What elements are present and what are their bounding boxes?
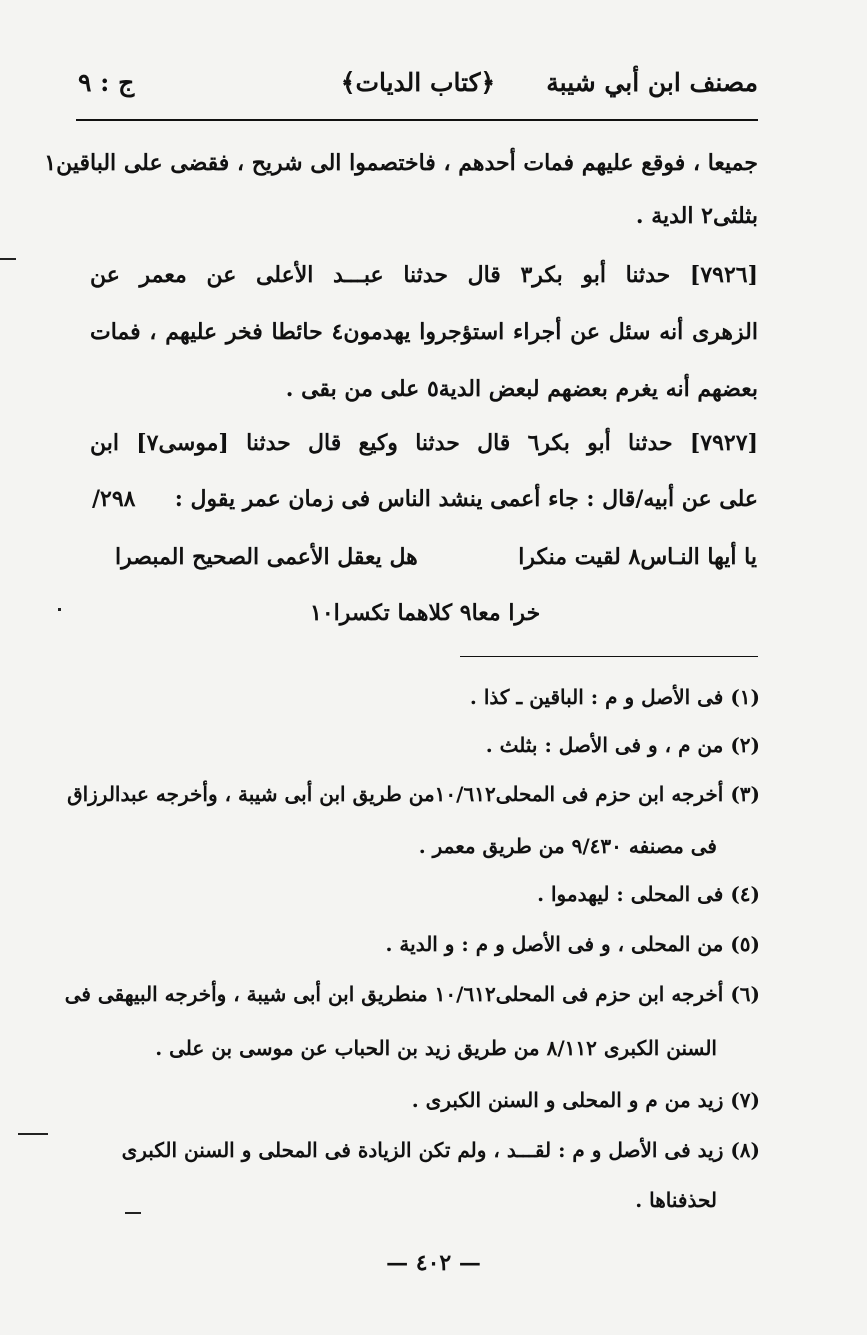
footnote-continuation: لحذفناها . (635, 1188, 717, 1212)
footnote-continuation: فى مصنفه ٩/٤٣٠ من طريق معمر . (418, 834, 717, 858)
page-number: — ٤٠٢ — (386, 1250, 481, 1276)
margin-reference: ٢٩٨/ (92, 486, 136, 512)
body-line: بعضهم أنه يغرم بعضهم لبعض الدية٥ على من بقى . (285, 376, 758, 402)
footnote: (٧) زيد من م و المحلى و السنن الكبرى . (411, 1088, 760, 1112)
header-rule (76, 119, 758, 121)
hadith-7926-line: [٧٩٢٦] حدثنا أبو بكر٣ قال حدثنا عبـــد الأعلى عن معمر عن (90, 262, 758, 288)
footnote: (٨) زيد فى الأصل و م : لقـــد ، ولم تكن الزيادة فى المحلى و السنن الكبرى (121, 1138, 760, 1162)
poem-hemistich: يا أيها النـاس٨ لقيت منكرا (518, 544, 757, 570)
body-line: على عن أبيه/قال : جاء أعمى ينشد الناس فى زمان عمر يقول : (174, 486, 758, 512)
poem-hemistich: خرا معا٩ كلاهما تكسرا١٠ (310, 600, 541, 626)
scan-mark (18, 1133, 48, 1135)
footnote: (٣) أخرجه ابن حزم فى المحلى١٠/٦١٢من طريق ابن أبى شيبة ، وأخرجه عبدالرزاق (67, 782, 760, 806)
scan-mark (58, 608, 61, 611)
book-title: مصنف ابن أبي شيبة (546, 68, 758, 97)
footnote: (٤) فى المحلى : ليهدموا . (537, 882, 760, 906)
body-line: جميعا ، فوقع عليهم فمات أحدهم ، فاختصموا الى شريح ، فقضى على الباقين١ (44, 150, 758, 176)
body-line: الزهرى أنه سئل عن أجراء استؤجروا يهدمون٤ حائطا فخر عليهم ، فمات (90, 319, 758, 345)
page-header (78, 62, 758, 110)
footnote: (٦) أخرجه ابن حزم فى المحلى١٠/٦١٢ منطريق ابن أبى شيبة ، وأخرجه البيهقى فى (64, 982, 760, 1006)
footnote: (١) فى الأصل و م : الباقين ـ كذا . (469, 685, 760, 709)
footnote-continuation: السنن الكبرى ٨/١١٢ من طريق زيد بن الحباب عن موسى بن على . (155, 1036, 717, 1060)
footnote: (٥) من المحلى ، و فى الأصل و م : و الدية . (385, 932, 760, 956)
chapter-title: ﴿كتاب الديات﴾ (340, 68, 496, 97)
hadith-7927-line: [٧٩٢٧] حدثنا أبو بكر٦ قال حدثنا وكيع قال حدثنا [موسى٧] ابن (90, 430, 758, 456)
footnote: (٢) من م ، و فى الأصل : بثلث . (485, 733, 760, 757)
poem-hemistich: هل يعقل الأعمى الصحيح المبصرا (115, 544, 418, 570)
body-line: بثلثى٢ الدية . (635, 203, 758, 229)
footnote-rule (460, 656, 758, 657)
volume-number: ج : ٩ (78, 68, 135, 97)
scan-mark (125, 1212, 141, 1214)
scan-mark (0, 258, 16, 260)
